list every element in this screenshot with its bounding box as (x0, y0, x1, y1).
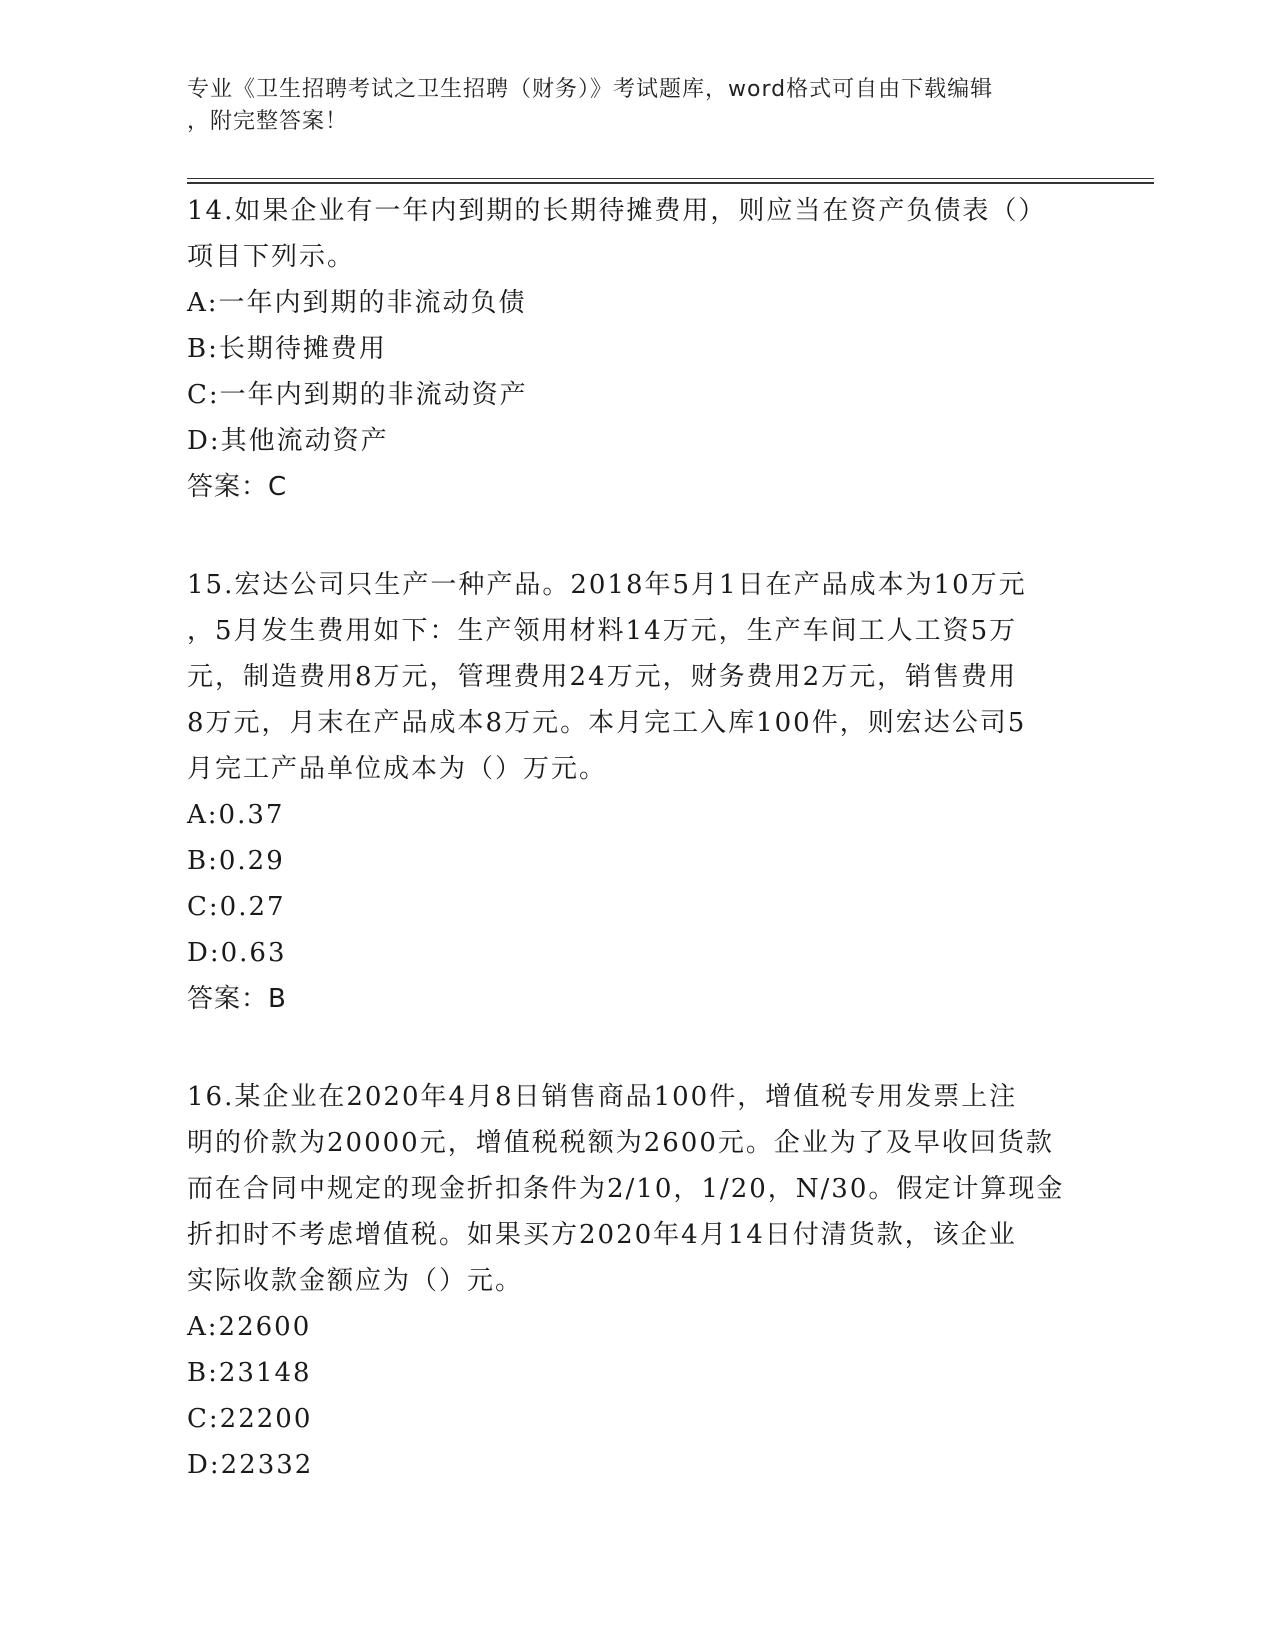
header-line-1: 专业《卫生招聘考试之卫生招聘（财务）》考试题库，word格式可自由下载编辑 (187, 77, 994, 102)
document-header (187, 74, 1067, 138)
header-divider-thin (187, 178, 1154, 179)
question-stem-line: 折扣时不考虑增值税。如果买方2020年4月14日付清货款，该企业 (187, 1220, 1017, 1250)
option-a: A:0.37 (187, 800, 285, 830)
option-b: B:23148 (187, 1358, 312, 1388)
question-14 (187, 188, 1067, 510)
question-stem-line: 月完工产品单位成本为（）万元。 (187, 754, 608, 784)
option-a: A:22600 (187, 1312, 312, 1342)
question-stem-line: 14.如果企业有一年内到期的长期待摊费用，则应当在资产负债表（） (187, 196, 1047, 226)
header-line-2: ，附完整答案！ (187, 109, 349, 134)
question-stem-line: ，5月发生费用如下：生产领用材料14万元，生产车间工人工资5万 (187, 616, 1018, 646)
question-stem-line: 15.宏达公司只生产一种产品。2018年5月1日在产品成本为10万元 (187, 570, 1027, 600)
question-stem-line: 明的价款为20000元，增值税税额为2600元。企业为了及早收回货款 (187, 1128, 1054, 1158)
question-spacer (187, 510, 1067, 562)
answer-label: 答案：C (187, 472, 288, 502)
question-stem-line: 项目下列示。 (187, 242, 356, 272)
question-stem-line: 元，制造费用8万元，管理费用24万元，财务费用2万元，销售费用 (187, 662, 1018, 692)
question-16 (187, 1074, 1067, 1488)
question-stem-line: 实际收款金额应为（）元。 (187, 1266, 524, 1296)
answer-label: 答案：B (187, 984, 287, 1014)
option-b: B:长期待摊费用 (187, 334, 387, 364)
option-b: B:0.29 (187, 846, 285, 876)
option-a: A:一年内到期的非流动负债 (187, 288, 527, 318)
option-c: C:一年内到期的非流动资产 (187, 380, 528, 410)
header-divider-thick (187, 182, 1154, 184)
option-d: D:0.63 (187, 938, 287, 968)
option-c: C:0.27 (187, 892, 286, 922)
question-list (187, 188, 1067, 1488)
option-d: D:其他流动资产 (187, 426, 389, 456)
question-15 (187, 562, 1067, 1022)
option-d: D:22332 (187, 1450, 314, 1480)
question-stem-line: 8万元，月末在产品成本8万元。本月完工入库100件，则宏达公司5 (187, 708, 1027, 738)
question-stem-line: 16.某企业在2020年4月8日销售商品100件，增值税专用发票上注 (187, 1082, 1018, 1112)
option-c: C:22200 (187, 1404, 313, 1434)
question-spacer (187, 1022, 1067, 1074)
question-stem-line: 而在合同中规定的现金折扣条件为2/10，1/20，N/30。假定计算现金 (187, 1174, 1065, 1204)
